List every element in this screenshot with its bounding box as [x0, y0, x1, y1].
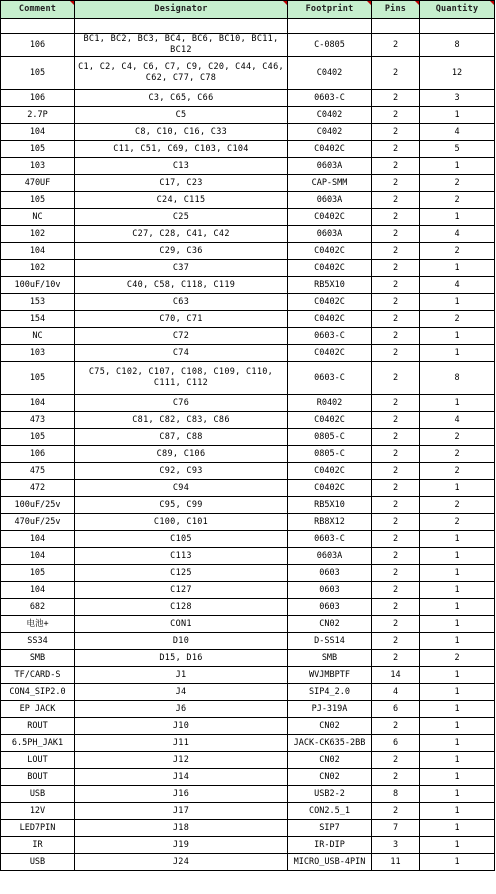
table-row — [1, 90, 495, 107]
cell-pins[interactable] — [372, 19, 420, 34]
cell-designator[interactable]: D10 — [75, 633, 288, 650]
cell-quantity[interactable]: 1 — [420, 158, 495, 175]
cell-footprint[interactable]: C0402C — [288, 480, 372, 497]
cell-comment[interactable]: 105 — [1, 141, 75, 158]
cell-footprint[interactable]: C0402C — [288, 412, 372, 429]
cell-quantity[interactable]: 1 — [420, 599, 495, 616]
cell-pins[interactable]: 2 — [372, 718, 420, 735]
cell-quantity[interactable]: 1 — [420, 667, 495, 684]
cell-comment[interactable]: 104 — [1, 243, 75, 260]
cell-quantity[interactable]: 4 — [420, 226, 495, 243]
table-row — [1, 565, 495, 582]
cell-designator[interactable]: J12 — [75, 752, 288, 769]
cell-comment[interactable]: LOUT — [1, 752, 75, 769]
cell-footprint[interactable]: MICRO_USB-4PIN — [288, 854, 372, 871]
cell-quantity[interactable]: 1 — [420, 209, 495, 226]
cell-quantity[interactable]: 2 — [420, 497, 495, 514]
cell-designator[interactable]: C89, C106 — [75, 446, 288, 463]
cell-footprint[interactable]: C0402C — [288, 243, 372, 260]
cell-quantity[interactable]: 12 — [420, 57, 495, 90]
cell-designator[interactable]: C92, C93 — [75, 463, 288, 480]
cell-comment[interactable]: 104 — [1, 548, 75, 565]
cell-designator[interactable]: C128 — [75, 599, 288, 616]
cell-quantity[interactable]: 2 — [420, 463, 495, 480]
cell-pins[interactable]: 6 — [372, 735, 420, 752]
cell-comment[interactable]: BOUT — [1, 769, 75, 786]
cell-designator[interactable]: C5 — [75, 107, 288, 124]
cell-comment[interactable]: 473 — [1, 412, 75, 429]
cell-footprint[interactable]: 0603 — [288, 582, 372, 599]
cell-pins[interactable]: 2 — [372, 446, 420, 463]
cell-designator[interactable]: C63 — [75, 294, 288, 311]
table-row — [1, 107, 495, 124]
cell-designator[interactable]: J17 — [75, 803, 288, 820]
cell-pins[interactable]: 2 — [372, 599, 420, 616]
cell-designator[interactable]: BC1, BC2, BC3, BC4, BC6, BC10, BC11, BC12 — [75, 34, 288, 57]
cell-comment[interactable]: LED7PIN — [1, 820, 75, 837]
cell-comment[interactable]: 103 — [1, 345, 75, 362]
cell-designator[interactable]: J1 — [75, 667, 288, 684]
column-header-footprint[interactable]: Footprint — [288, 1, 372, 19]
cell-quantity[interactable]: 2 — [420, 446, 495, 463]
cell-quantity[interactable]: 1 — [420, 684, 495, 701]
cell-pins[interactable]: 2 — [372, 175, 420, 192]
table-row — [1, 820, 495, 837]
table-row — [1, 158, 495, 175]
cell-footprint[interactable]: WVJMBPTF — [288, 667, 372, 684]
table-row — [1, 582, 495, 599]
cell-designator[interactable]: C1, C2, C4, C6, C7, C9, C20, C44, C46, C62, C77, C78 — [75, 57, 288, 90]
cell-comment[interactable]: 104 — [1, 531, 75, 548]
column-header-pins[interactable]: Pins — [372, 1, 420, 19]
table-row — [1, 701, 495, 718]
cell-footprint[interactable]: RB8X12 — [288, 514, 372, 531]
cell-comment[interactable]: IR — [1, 837, 75, 854]
cell-designator[interactable]: J24 — [75, 854, 288, 871]
cell-quantity[interactable]: 1 — [420, 752, 495, 769]
cell-quantity[interactable]: 1 — [420, 260, 495, 277]
cell-footprint[interactable]: SMB — [288, 650, 372, 667]
cell-pins[interactable]: 2 — [372, 209, 420, 226]
table-row — [1, 192, 495, 209]
cell-footprint[interactable]: C0402C — [288, 311, 372, 328]
cell-footprint[interactable]: CN02 — [288, 718, 372, 735]
cell-footprint[interactable]: C0402C — [288, 294, 372, 311]
cell-designator[interactable]: C125 — [75, 565, 288, 582]
cell-quantity[interactable]: 1 — [420, 735, 495, 752]
cell-footprint[interactable]: CN02 — [288, 616, 372, 633]
cell-quantity[interactable]: 8 — [420, 34, 495, 57]
cell-pins[interactable]: 2 — [372, 565, 420, 582]
cell-comment[interactable]: 102 — [1, 226, 75, 243]
cell-comment[interactable]: 470uF/25v — [1, 514, 75, 531]
cell-designator[interactable]: C8, C10, C16, C33 — [75, 124, 288, 141]
cell-designator[interactable]: CON1 — [75, 616, 288, 633]
cell-designator[interactable]: C127 — [75, 582, 288, 599]
cell-comment[interactable]: 104 — [1, 582, 75, 599]
cell-quantity[interactable]: 1 — [420, 395, 495, 412]
cell-quantity[interactable]: 1 — [420, 616, 495, 633]
cell-pins[interactable]: 2 — [372, 497, 420, 514]
cell-comment[interactable] — [1, 19, 75, 34]
cell-footprint[interactable]: RB5X10 — [288, 497, 372, 514]
cell-pins[interactable]: 2 — [372, 769, 420, 786]
cell-pins[interactable]: 4 — [372, 684, 420, 701]
cell-footprint[interactable]: RB5X10 — [288, 277, 372, 294]
cell-pins[interactable]: 2 — [372, 294, 420, 311]
cell-quantity[interactable]: 4 — [420, 124, 495, 141]
cell-pins[interactable]: 2 — [372, 90, 420, 107]
table-row — [1, 684, 495, 701]
table-row — [1, 328, 495, 345]
cell-comment[interactable]: 电池+ — [1, 616, 75, 633]
cell-footprint[interactable]: 0805-C — [288, 446, 372, 463]
cell-footprint[interactable]: 0603 — [288, 599, 372, 616]
cell-footprint[interactable]: JACK-CK635-2BB — [288, 735, 372, 752]
table-row — [1, 175, 495, 192]
cell-comment[interactable]: 104 — [1, 395, 75, 412]
cell-designator[interactable]: J19 — [75, 837, 288, 854]
table-row — [1, 480, 495, 497]
cell-designator[interactable]: C3, C65, C66 — [75, 90, 288, 107]
cell-quantity[interactable]: 1 — [420, 328, 495, 345]
cell-designator[interactable]: C81, C82, C83, C86 — [75, 412, 288, 429]
cell-pins[interactable]: 2 — [372, 480, 420, 497]
cell-designator[interactable]: C113 — [75, 548, 288, 565]
cell-pins[interactable]: 8 — [372, 786, 420, 803]
cell-footprint[interactable]: C0402C — [288, 209, 372, 226]
cell-designator[interactable]: C100, C101 — [75, 514, 288, 531]
cell-quantity[interactable]: 5 — [420, 141, 495, 158]
cell-designator[interactable]: C17, C23 — [75, 175, 288, 192]
cell-footprint[interactable]: 0603-C — [288, 531, 372, 548]
cell-quantity[interactable]: 1 — [420, 582, 495, 599]
cell-quantity[interactable]: 1 — [420, 837, 495, 854]
cell-footprint[interactable]: SIP7 — [288, 820, 372, 837]
cell-comment[interactable]: 105 — [1, 57, 75, 90]
cell-comment[interactable]: 105 — [1, 429, 75, 446]
table-row — [1, 633, 495, 650]
cell-pins[interactable]: 6 — [372, 701, 420, 718]
cell-quantity[interactable]: 1 — [420, 854, 495, 871]
column-header-designator[interactable]: Designator — [75, 1, 288, 19]
cell-pins[interactable]: 2 — [372, 412, 420, 429]
cell-quantity[interactable] — [420, 19, 495, 34]
cell-comment[interactable]: 2.7P — [1, 107, 75, 124]
cell-quantity[interactable]: 3 — [420, 90, 495, 107]
cell-quantity[interactable]: 1 — [420, 786, 495, 803]
cell-designator[interactable]: J6 — [75, 701, 288, 718]
table-row — [1, 34, 495, 57]
table-row — [1, 141, 495, 158]
cell-comment[interactable]: 153 — [1, 294, 75, 311]
table-row — [1, 616, 495, 633]
cell-footprint[interactable]: R0402 — [288, 395, 372, 412]
cell-pins[interactable]: 2 — [372, 243, 420, 260]
header-row — [1, 1, 495, 19]
table-row — [1, 311, 495, 328]
cell-quantity[interactable]: 1 — [420, 803, 495, 820]
cell-quantity[interactable]: 2 — [420, 311, 495, 328]
cell-footprint[interactable]: 0603-C — [288, 328, 372, 345]
table-row — [1, 395, 495, 412]
table-row — [1, 735, 495, 752]
cell-quantity[interactable]: 1 — [420, 565, 495, 582]
table-row — [1, 226, 495, 243]
cell-designator[interactable]: J18 — [75, 820, 288, 837]
cell-pins[interactable]: 2 — [372, 328, 420, 345]
cell-pins[interactable]: 2 — [372, 650, 420, 667]
cell-comment[interactable]: SS34 — [1, 633, 75, 650]
cell-quantity[interactable]: 1 — [420, 294, 495, 311]
cell-quantity[interactable]: 1 — [420, 107, 495, 124]
cell-footprint[interactable]: C0402C — [288, 463, 372, 480]
cell-footprint[interactable]: 0603A — [288, 548, 372, 565]
cell-footprint[interactable]: CN02 — [288, 752, 372, 769]
cell-quantity[interactable]: 1 — [420, 345, 495, 362]
table-row — [1, 786, 495, 803]
table-row — [1, 429, 495, 446]
cell-designator[interactable]: C87, C88 — [75, 429, 288, 446]
table-row — [1, 718, 495, 735]
cell-designator[interactable]: C72 — [75, 328, 288, 345]
cell-quantity[interactable]: 2 — [420, 192, 495, 209]
cell-designator[interactable]: D15, D16 — [75, 650, 288, 667]
cell-footprint[interactable]: 0603-C — [288, 362, 372, 395]
cell-quantity[interactable]: 1 — [420, 769, 495, 786]
cell-comment[interactable]: USB — [1, 786, 75, 803]
cell-pins[interactable]: 7 — [372, 820, 420, 837]
cell-quantity[interactable]: 1 — [420, 701, 495, 718]
cell-designator[interactable]: C11, C51, C69, C103, C104 — [75, 141, 288, 158]
cell-designator[interactable]: C70, C71 — [75, 311, 288, 328]
table-row — [1, 243, 495, 260]
cell-pins[interactable]: 2 — [372, 57, 420, 90]
cell-designator[interactable]: C24, C115 — [75, 192, 288, 209]
cell-comment[interactable]: 106 — [1, 34, 75, 57]
cell-pins[interactable]: 2 — [372, 514, 420, 531]
cell-comment[interactable]: 6.5PH_JAK1 — [1, 735, 75, 752]
cell-designator[interactable]: C27, C28, C41, C42 — [75, 226, 288, 243]
cell-designator[interactable]: C95, C99 — [75, 497, 288, 514]
cell-designator[interactable]: C37 — [75, 260, 288, 277]
cell-footprint[interactable]: USB2-2 — [288, 786, 372, 803]
cell-designator[interactable]: C13 — [75, 158, 288, 175]
cell-comment[interactable]: 100uF/25v — [1, 497, 75, 514]
cell-pins[interactable]: 2 — [372, 395, 420, 412]
table-row — [1, 497, 495, 514]
cell-pins[interactable]: 2 — [372, 277, 420, 294]
table-row — [1, 752, 495, 769]
table-row — [1, 803, 495, 820]
cell-pins[interactable]: 2 — [372, 124, 420, 141]
cell-comment[interactable]: NC — [1, 328, 75, 345]
cell-quantity[interactable]: 2 — [420, 243, 495, 260]
cell-footprint[interactable]: C0402 — [288, 57, 372, 90]
cell-pins[interactable]: 2 — [372, 192, 420, 209]
cell-quantity[interactable]: 1 — [420, 480, 495, 497]
cell-footprint[interactable]: PJ-319A — [288, 701, 372, 718]
cell-pins[interactable]: 2 — [372, 803, 420, 820]
cell-comment[interactable]: 100uF/10v — [1, 277, 75, 294]
cell-footprint[interactable]: 0603A — [288, 226, 372, 243]
cell-footprint[interactable]: C0402 — [288, 107, 372, 124]
cell-pins[interactable]: 2 — [372, 463, 420, 480]
cell-pins[interactable]: 2 — [372, 633, 420, 650]
table-row — [1, 837, 495, 854]
cell-quantity[interactable]: 4 — [420, 412, 495, 429]
cell-comment[interactable]: NC — [1, 209, 75, 226]
cell-comment[interactable]: 105 — [1, 192, 75, 209]
cell-designator[interactable]: C76 — [75, 395, 288, 412]
cell-pins[interactable]: 2 — [372, 362, 420, 395]
cell-comment[interactable]: 102 — [1, 260, 75, 277]
table-row — [1, 260, 495, 277]
cell-comment[interactable]: 106 — [1, 90, 75, 107]
cell-footprint[interactable]: 0603 — [288, 565, 372, 582]
cell-pins[interactable]: 2 — [372, 752, 420, 769]
cell-designator[interactable]: C94 — [75, 480, 288, 497]
cell-quantity[interactable]: 8 — [420, 362, 495, 395]
cell-quantity[interactable]: 2 — [420, 429, 495, 446]
cell-comment[interactable]: TF/CARD-S — [1, 667, 75, 684]
cell-pins[interactable]: 2 — [372, 531, 420, 548]
cell-quantity[interactable]: 1 — [420, 820, 495, 837]
cell-pins[interactable]: 11 — [372, 854, 420, 871]
cell-quantity[interactable]: 2 — [420, 650, 495, 667]
table-row — [1, 124, 495, 141]
table-row — [1, 209, 495, 226]
table-row — [1, 650, 495, 667]
cell-pins[interactable]: 2 — [372, 34, 420, 57]
cell-comment[interactable]: 475 — [1, 463, 75, 480]
table-row — [1, 345, 495, 362]
cell-footprint[interactable]: 0805-C — [288, 429, 372, 446]
cell-quantity[interactable]: 1 — [420, 633, 495, 650]
cell-pins[interactable]: 2 — [372, 260, 420, 277]
table-row — [1, 667, 495, 684]
table-row — [1, 599, 495, 616]
cell-comment[interactable]: 154 — [1, 311, 75, 328]
table-row — [1, 769, 495, 786]
cell-comment[interactable]: 470UF — [1, 175, 75, 192]
cell-pins[interactable]: 2 — [372, 107, 420, 124]
cell-footprint[interactable] — [288, 19, 372, 34]
cell-pins[interactable]: 2 — [372, 548, 420, 565]
cell-designator[interactable]: C75, C102, C107, C108, C109, C110, C111, C112 — [75, 362, 288, 395]
column-header-quantity[interactable]: Quantity — [420, 1, 495, 19]
table-row — [1, 463, 495, 480]
cell-footprint[interactable]: C0402 — [288, 124, 372, 141]
cell-quantity[interactable]: 1 — [420, 548, 495, 565]
table-row — [1, 277, 495, 294]
cell-designator[interactable]: C105 — [75, 531, 288, 548]
cell-comment[interactable]: 104 — [1, 124, 75, 141]
cell-designator[interactable]: C40, C58, C118, C119 — [75, 277, 288, 294]
cell-footprint[interactable]: CAP-SMM — [288, 175, 372, 192]
table-row — [1, 412, 495, 429]
cell-footprint[interactable]: D-SS14 — [288, 633, 372, 650]
cell-designator[interactable]: J4 — [75, 684, 288, 701]
cell-quantity[interactable]: 2 — [420, 514, 495, 531]
cell-pins[interactable]: 2 — [372, 582, 420, 599]
cell-designator[interactable]: J10 — [75, 718, 288, 735]
cell-designator[interactable]: C74 — [75, 345, 288, 362]
cell-comment[interactable]: 105 — [1, 565, 75, 582]
cell-footprint[interactable]: IR-DIP — [288, 837, 372, 854]
cell-designator[interactable]: J16 — [75, 786, 288, 803]
cell-footprint[interactable]: CN02 — [288, 769, 372, 786]
cell-quantity[interactable]: 1 — [420, 718, 495, 735]
table-row — [1, 514, 495, 531]
cell-comment[interactable]: ROUT — [1, 718, 75, 735]
table-row — [1, 294, 495, 311]
table-row — [1, 446, 495, 463]
cell-pins[interactable]: 2 — [372, 616, 420, 633]
cell-footprint[interactable]: 0603A — [288, 158, 372, 175]
cell-footprint[interactable]: C0402C — [288, 345, 372, 362]
cell-pins[interactable]: 2 — [372, 345, 420, 362]
cell-designator[interactable]: J11 — [75, 735, 288, 752]
spacer-row — [1, 19, 495, 34]
cell-quantity[interactable]: 2 — [420, 175, 495, 192]
cell-comment[interactable]: SMB — [1, 650, 75, 667]
table-row — [1, 57, 495, 90]
cell-designator[interactable]: C29, C36 — [75, 243, 288, 260]
cell-comment[interactable]: 105 — [1, 362, 75, 395]
cell-comment[interactable]: 12V — [1, 803, 75, 820]
column-header-comment[interactable]: Comment — [1, 1, 75, 19]
cell-pins[interactable]: 2 — [372, 158, 420, 175]
cell-footprint[interactable]: 0603A — [288, 192, 372, 209]
table-row — [1, 854, 495, 871]
cell-quantity[interactable]: 4 — [420, 277, 495, 294]
cell-footprint[interactable]: SIP4_2.0 — [288, 684, 372, 701]
table-row — [1, 531, 495, 548]
cell-comment[interactable]: 103 — [1, 158, 75, 175]
cell-comment[interactable]: 682 — [1, 599, 75, 616]
cell-comment[interactable]: 106 — [1, 446, 75, 463]
cell-designator[interactable] — [75, 19, 288, 34]
cell-pins[interactable]: 2 — [372, 141, 420, 158]
cell-designator[interactable]: C25 — [75, 209, 288, 226]
cell-footprint[interactable]: CON2.5_1 — [288, 803, 372, 820]
cell-quantity[interactable]: 1 — [420, 531, 495, 548]
cell-pins[interactable]: 2 — [372, 311, 420, 328]
cell-comment[interactable]: USB — [1, 854, 75, 871]
cell-pins[interactable]: 2 — [372, 226, 420, 243]
cell-pins[interactable]: 3 — [372, 837, 420, 854]
table-row — [1, 362, 495, 395]
table-row — [1, 548, 495, 565]
cell-pins[interactable]: 14 — [372, 667, 420, 684]
cell-pins[interactable]: 2 — [372, 429, 420, 446]
cell-footprint[interactable]: C-0805 — [288, 34, 372, 57]
cell-comment[interactable]: EP JACK — [1, 701, 75, 718]
cell-footprint[interactable]: C0402C — [288, 141, 372, 158]
cell-designator[interactable]: J14 — [75, 769, 288, 786]
cell-footprint[interactable]: C0402C — [288, 260, 372, 277]
cell-comment[interactable]: CON4_SIP2.0 — [1, 684, 75, 701]
cell-footprint[interactable]: 0603-C — [288, 90, 372, 107]
cell-comment[interactable]: 472 — [1, 480, 75, 497]
